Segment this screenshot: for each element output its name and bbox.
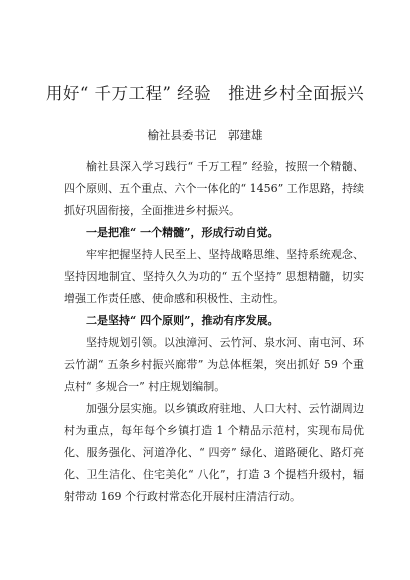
- paragraph: 牢牢把握坚持人民至上、坚持战略思维、坚持系统观念、坚持因地制宜、坚持久久为功的“ 五个坚持” 思想精髓，切实增强工作责任感、使命感和积极性、主动性。: [64, 248, 364, 305]
- section-heading: 一是把准“ 一个精髓”，形成行动自觉。: [86, 226, 279, 239]
- document-author: 榆社县委书记 郭建雄: [147, 128, 263, 142]
- document-title: 用好“ 千万工程” 经验 推进乡村全面振兴: [45, 84, 365, 103]
- paragraph: 加强分层实施。以乡镇政府驻地、人口大村、云竹湖周边村为重点，每年每个乡镇打造 1 个精品示范村，实现布局优化、服务强化、河道净化、“ 四旁” 绿化、道路硬化、路灯亮化、卫生洁化、住宅美化“ 八化”，打造 3 个提档升级村，辐射带动 169 个行政村常态化开展村庄清洁行动。: [64, 402, 364, 503]
- paragraph: 坚持规划引领。以浊漳河、云竹河、泉水河、南屯河、环云竹湖“ 五条乡村振兴廊带” 为总体框架，突出抓好 59 个重点村“ 多规合一” 村庄规划编制。: [64, 336, 364, 393]
- paragraph: 榆社县深入学习践行“ 千万工程” 经验，按照一个精髓、四个原则、五个重点、六个一体化的“ 1456” 工作思路，持续抓好巩固衔接，全面推进乡村振兴。: [64, 160, 364, 217]
- document-body: [64, 156, 364, 508]
- section-heading: 二是坚持“ 四个原则”，推动有序发展。: [86, 314, 279, 327]
